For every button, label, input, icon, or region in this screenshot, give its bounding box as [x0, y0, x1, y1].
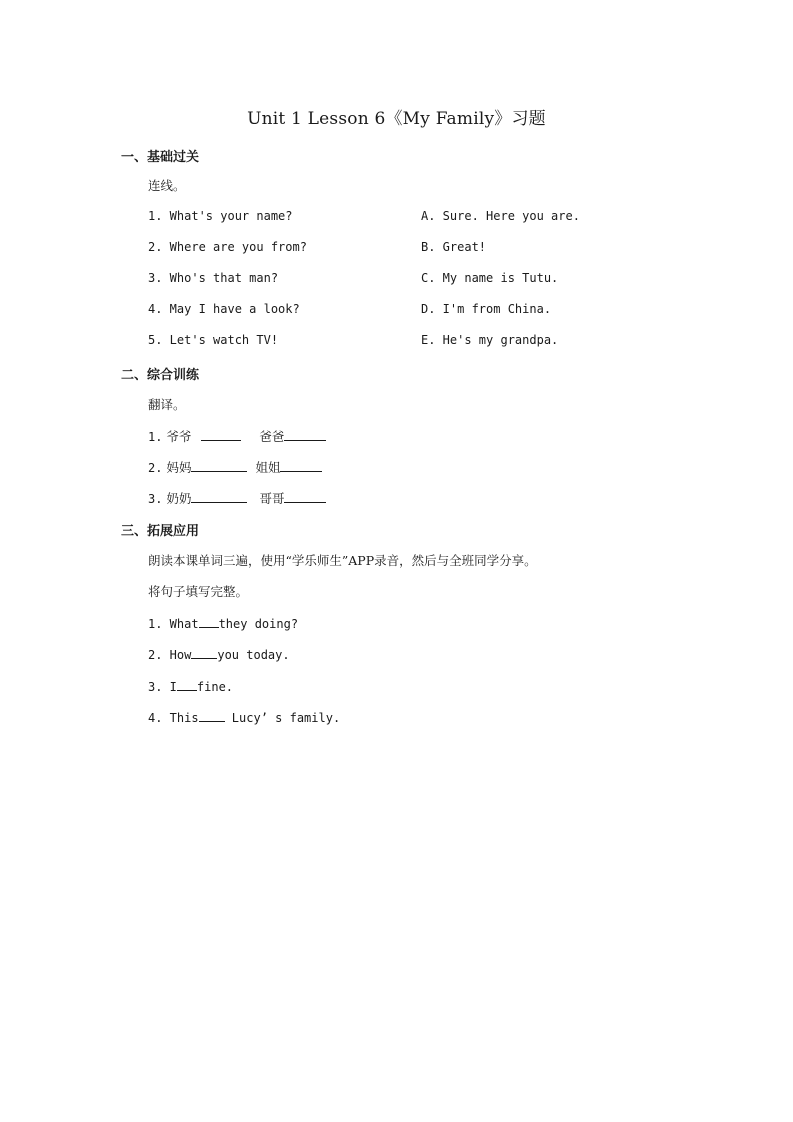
- match-left-item: 5. Let's watch TV!: [148, 333, 279, 347]
- instruction-match: 连线。: [148, 178, 186, 193]
- word-a: 爷爷: [166, 429, 192, 444]
- translate-row: [148, 489, 326, 507]
- sentence-pre: 3. I: [148, 680, 177, 694]
- sentence-pre: 1. What: [148, 617, 199, 631]
- instruction-complete: 将句子填写完整。: [148, 584, 249, 599]
- answer-blank[interactable]: [280, 458, 322, 472]
- answer-blank[interactable]: [199, 708, 225, 722]
- sentence-item: [148, 677, 233, 694]
- sentence-pre: 4. This: [148, 711, 199, 725]
- translate-row: [148, 427, 326, 445]
- answer-blank[interactable]: [284, 489, 326, 503]
- sentence-pre: 2. How: [148, 648, 192, 662]
- sentence-post: fine.: [196, 680, 234, 694]
- answer-blank[interactable]: [191, 458, 247, 472]
- row-number: 2.: [148, 461, 163, 475]
- sentence-post: you today.: [217, 648, 290, 662]
- answer-blank[interactable]: [284, 427, 326, 441]
- match-left-item: 4. May I have a look?: [148, 302, 300, 316]
- translate-row: [148, 458, 322, 476]
- match-left-item: 1. What's your name?: [148, 209, 293, 223]
- section-heading-training: 二、综合训练: [121, 368, 200, 383]
- match-left-item: 2. Where are you from?: [148, 240, 307, 254]
- sentence-item: [148, 645, 290, 662]
- answer-blank[interactable]: [177, 677, 197, 691]
- word-b: 姐姐: [255, 460, 281, 475]
- sentence-item: [148, 614, 298, 631]
- match-right-item: A. Sure. Here you are.: [421, 209, 580, 223]
- answer-blank[interactable]: [191, 489, 247, 503]
- instruction-read-aloud: 朗读本课单词三遍，使用“学乐师生”APP录音，然后与全班同学分享。: [148, 553, 537, 568]
- sentence-post: they doing?: [218, 617, 299, 631]
- word-b: 爸爸: [259, 429, 285, 444]
- word-a: 妈妈: [166, 460, 192, 475]
- match-left-item: 3. Who's that man?: [148, 271, 279, 285]
- section-heading-basic: 一、基础过关: [121, 150, 200, 165]
- instruction-translate: 翻译。: [148, 397, 186, 412]
- page-title: Unit 1 Lesson 6《My Family》习题: [247, 109, 546, 129]
- sentence-item: [148, 708, 340, 725]
- match-right-item: D. I'm from China.: [421, 302, 552, 316]
- word-a: 奶奶: [166, 491, 192, 506]
- sentence-post: Lucy’ s family.: [224, 711, 341, 725]
- row-number: 1.: [148, 430, 163, 444]
- match-right-item: B. Great!: [421, 240, 487, 254]
- row-number: 3.: [148, 492, 163, 506]
- answer-blank[interactable]: [201, 427, 241, 441]
- match-right-item: C. My name is Tutu.: [421, 271, 559, 285]
- match-right-item: E. He's my grandpa.: [421, 333, 559, 347]
- word-b: 哥哥: [259, 491, 285, 506]
- answer-blank[interactable]: [191, 645, 217, 659]
- section-heading-extension: 三、拓展应用: [121, 524, 200, 539]
- answer-blank[interactable]: [199, 614, 219, 628]
